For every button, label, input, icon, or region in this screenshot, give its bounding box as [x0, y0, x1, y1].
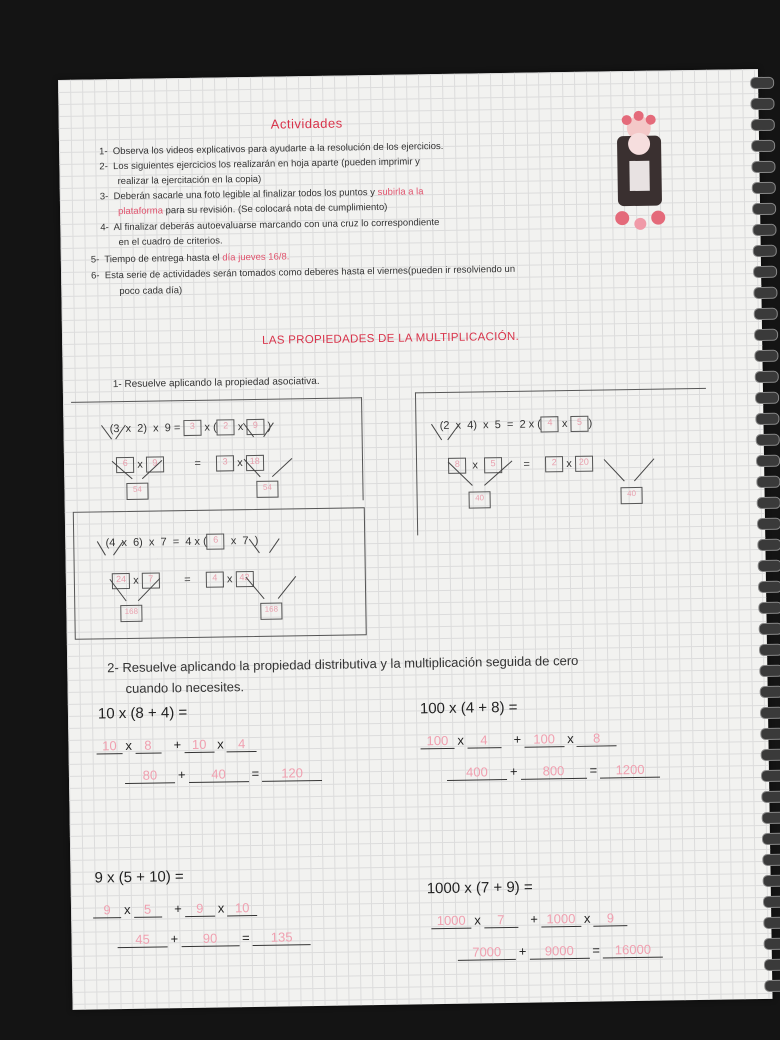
spiral-ring	[755, 371, 779, 383]
assoc-c-result-right: 168	[260, 603, 282, 620]
question-1-prompt: 1- Resuelve aplicando la propiedad asociativa.	[112, 375, 320, 391]
assoc-a-step: 6 x 9 = 3 x 18	[104, 443, 264, 486]
spiral-ring	[756, 434, 780, 446]
assoc-a-result-right: 54	[256, 481, 278, 498]
spiral-ring	[760, 686, 780, 698]
instruction-6-cont: poco cada día)	[119, 285, 183, 298]
assoc-a-result-left: 54	[126, 483, 148, 500]
spiral-ring	[763, 875, 780, 887]
spiral-ring	[752, 203, 776, 215]
spiral-ring	[753, 287, 777, 299]
distrib-1-row2: 80 + 40 = 120	[125, 764, 322, 785]
distrib-3-row2: 45 + 90 = 135	[117, 928, 310, 949]
distrib-1-expression: 10 x (8 + 4) =	[97, 704, 188, 723]
spiral-ring	[758, 581, 780, 593]
instruction-3-cont: plataforma para su revisión. (Se colocará nota de cumplimiento)	[117, 201, 388, 218]
distrib-2-row1: 100 x 4 + 100 x 8	[420, 729, 616, 750]
spiral-ring	[762, 812, 780, 824]
spiral-ring	[754, 329, 778, 341]
spiral-ring	[757, 539, 780, 551]
assoc-c-expression: (4 x 6) x 7 = 4 x ( 6 x 7 )	[105, 534, 259, 550]
instruction-2: 2- Los siguientes ejercicios los realizarán en hoja aparte (pueden imprimir y	[99, 156, 420, 173]
spiral-ring	[758, 602, 780, 614]
spiral-ring	[763, 896, 780, 908]
distrib-4-expression: 1000 x (7 + 9) =	[426, 878, 533, 898]
spiral-ring	[755, 392, 779, 404]
spiral-ring	[757, 518, 780, 530]
spiral-ring	[753, 266, 777, 278]
spiral-ring	[751, 119, 775, 131]
distrib-2-row2: 400 + 800 = 1200	[447, 761, 660, 782]
spiral-ring	[761, 770, 780, 782]
spiral-ring	[754, 350, 778, 362]
instruction-4-cont: en el cuadro de criterios.	[118, 235, 223, 249]
spiral-ring	[753, 245, 777, 257]
distrib-3-expression: 9 x (5 + 10) =	[94, 868, 184, 887]
spiral-ring	[758, 560, 780, 572]
assoc-b-expression: (2 x 4) x 5 = 2 x ( 4 x 5 )	[439, 416, 593, 432]
spiral-ring	[762, 833, 780, 845]
spiral-ring	[764, 938, 780, 950]
spiral-ring	[756, 455, 780, 467]
spiral-ring	[763, 917, 780, 929]
assoc-a-expression: (3 x 2) x 9 = 3 x ( 2 x 9 )	[109, 419, 272, 436]
spiral-ring	[764, 980, 780, 992]
instruction-1: 1- Observa los videos explicativos para ayudarte a la resolución de los ejercicios.	[99, 140, 444, 158]
spiral-ring	[759, 665, 780, 677]
spiral-ring	[751, 140, 775, 152]
spiral-ring	[755, 413, 779, 425]
spiral-ring	[760, 728, 780, 740]
instruction-4: 4- Al finalizar deberás autoevaluarse marcando con una cruz lo correspondiente	[100, 217, 440, 234]
spiral-ring	[757, 497, 780, 509]
spiral-ring	[761, 791, 780, 803]
assoc-b-result-left: 40	[469, 491, 491, 508]
assoc-c-result-left: 168	[120, 605, 142, 622]
page-title: Actividades	[270, 115, 343, 132]
instruction-2-cont: realizar la ejercitación en la copia)	[117, 173, 262, 188]
spiral-ring	[751, 161, 775, 173]
distrib-4-row2: 7000 + 9000 = 16000	[458, 941, 663, 962]
assoc-c-step: 24 x 7 = 4 x 42	[100, 559, 254, 601]
instruction-3: 3- Deberán sacarle una foto legible al finalizar todos los puntos y subirla a la	[99, 186, 424, 203]
assoc-b-result-right: 40	[620, 487, 642, 504]
distrib-4-row1: 1000 x 7 + 1000 x 9	[431, 909, 627, 930]
spiral-ring	[754, 308, 778, 320]
spiral-ring	[761, 749, 780, 761]
spiral-ring	[752, 224, 776, 236]
spiral-ring	[750, 98, 774, 110]
spiral-ring	[760, 707, 780, 719]
spiral-ring	[759, 644, 780, 656]
spiral-ring	[750, 77, 774, 89]
distrib-1-row1: 10 x 8 + 10 x 4	[96, 735, 256, 756]
instruction-6: 6- Esta serie de actividades serán tomados como deberes hasta el viernes(pueden ir resolviendo un	[90, 263, 516, 282]
spiral-ring	[764, 959, 780, 971]
section-title: LAS PROPIEDADES DE LA MULTIPLICACIÓN.	[262, 330, 520, 347]
spiral-ring	[759, 623, 780, 635]
assoc-b-step: 8 x 5 = 2 x 20	[436, 444, 593, 486]
instruction-5: 5- Tiempo de entrega hasta el día jueves 16/8.	[90, 251, 290, 266]
spiral-ring	[756, 476, 780, 488]
notebook-page	[58, 69, 773, 1010]
distrib-2-expression: 100 x (4 + 8) =	[419, 698, 518, 718]
spiral-ring	[762, 854, 780, 866]
spiral-ring	[752, 182, 776, 194]
distrib-3-row1: 9 x 5 + 9 x 10	[93, 899, 257, 920]
question-2-prompt: 2- Resuelve aplicando la propiedad distributiva y la multiplicación seguida de cero cuando lo necesites.	[107, 652, 579, 697]
